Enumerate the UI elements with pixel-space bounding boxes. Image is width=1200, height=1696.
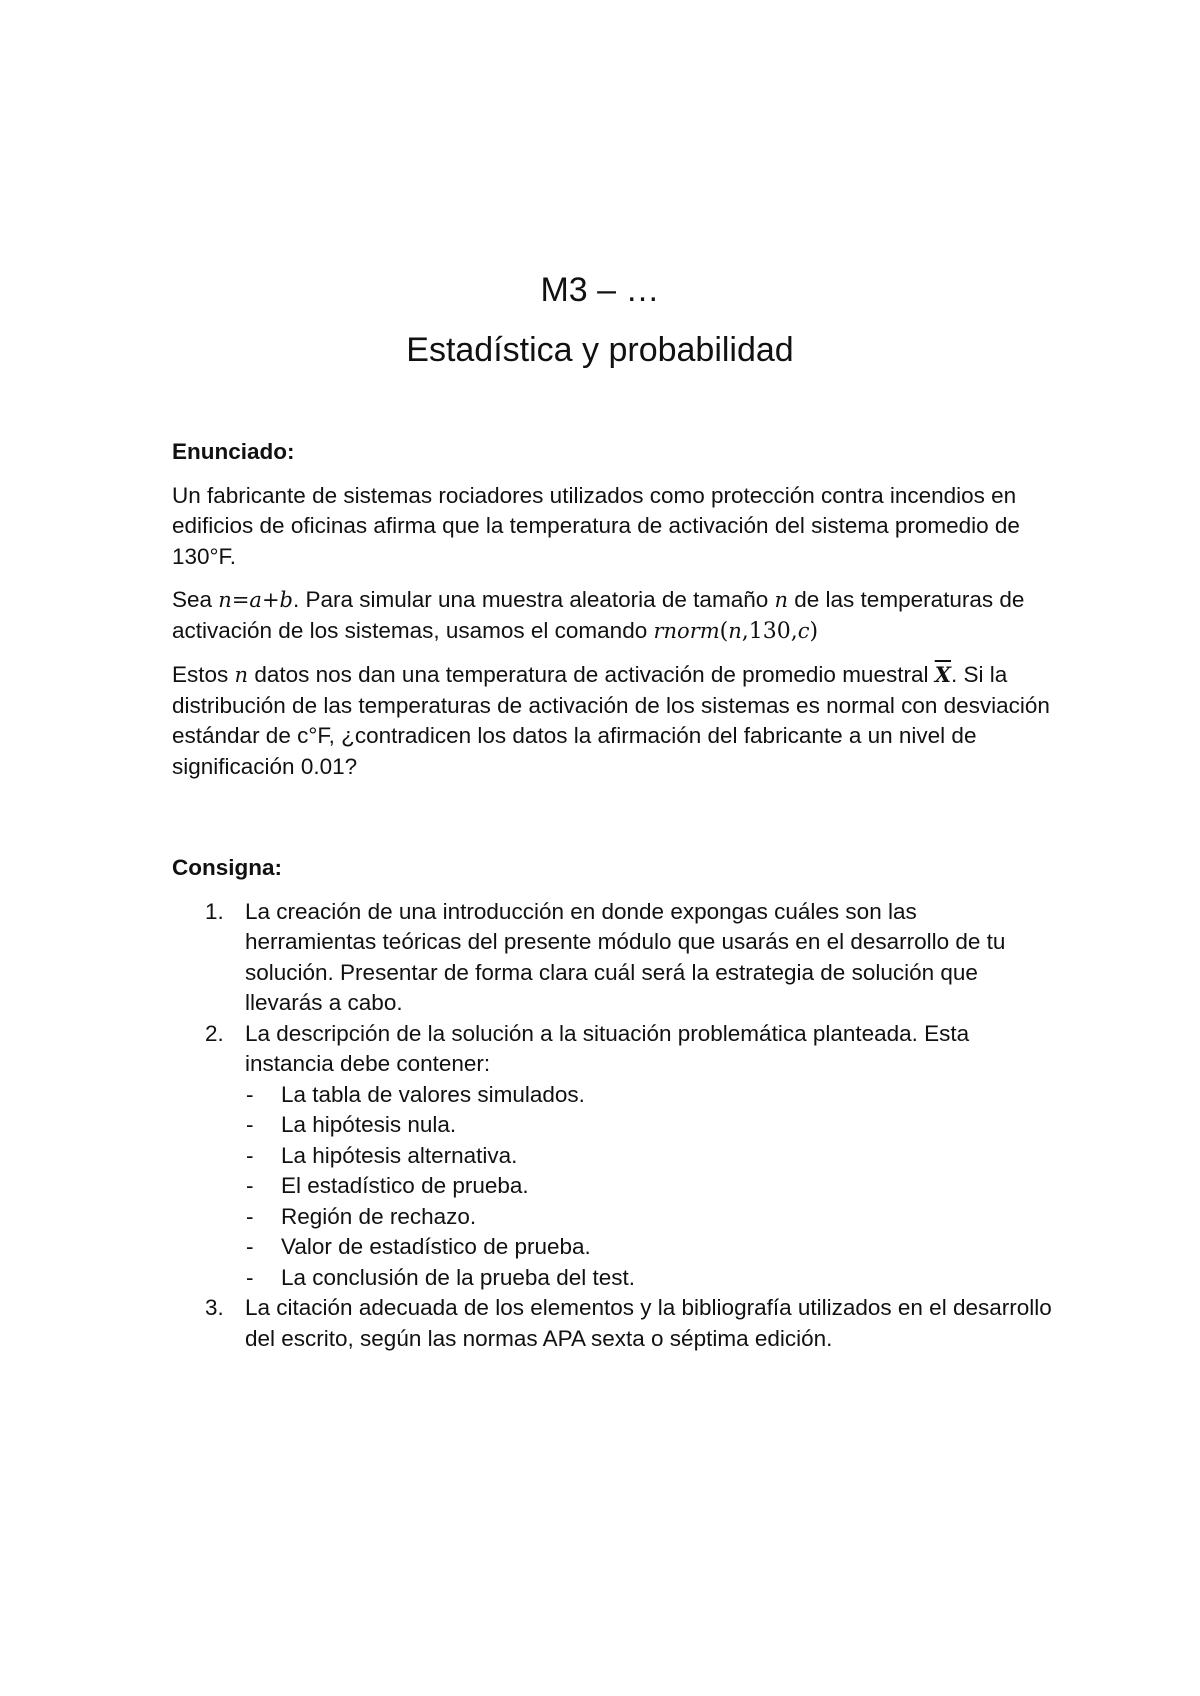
dash-bullet: - (246, 1112, 254, 1137)
doc-body (172, 437, 1052, 1354)
doc-title-module: M3 – … (540, 271, 660, 309)
dash-bullet: - (246, 1203, 254, 1229)
sublist-item (245, 1232, 1052, 1263)
dash-bullet: - (246, 1264, 254, 1290)
sublist-item-text: La hipótesis alternativa. (281, 1142, 518, 1168)
text-run: de las temperaturas de activación de los sistemas, usamos el comando (172, 587, 1025, 643)
sublist-item (245, 1110, 1052, 1141)
consigna-heading: Consigna: (172, 855, 282, 880)
list-item-text: La descripción de la solución a la situación problemática planteada. Esta instancia debe contener: (245, 1020, 970, 1076)
consigna-item-1 (172, 897, 1052, 1019)
dash-bullet: - (246, 1234, 254, 1259)
consigna-item-3 (172, 1293, 1052, 1354)
text-run: . Para simular una muestra aleatoria de tamaño (292, 587, 775, 612)
sublist-item-text: La conclusión de la prueba del test. (281, 1264, 635, 1290)
consigna-item-2 (172, 1019, 1052, 1294)
list-item-text: La creación de una introducción en donde expongas cuáles son las herramientas teóricas del presente módulo que usarás en el desarrollo de tu solución. Presentar de forma clara cuál será la estrategia de solución que llevarás a cabo. (245, 898, 1006, 1015)
math-command-name: rnorm (653, 618, 720, 643)
math-variable: n (234, 663, 249, 687)
math-variable: n (728, 618, 742, 643)
text-run: Estos (172, 662, 235, 687)
sublist-item (245, 1263, 1052, 1294)
math-paren-open: ( (719, 618, 729, 644)
sublist-item-text: La hipótesis nula. (281, 1112, 457, 1137)
enunciado-paragraph-1: Un fabricante de sistemas rociadores utilizados como protección contra incendios en edificios de oficinas afirma que la temperatura de activación del sistema promedio de 130°F. (172, 482, 1020, 569)
text-run: . Si la distribución de las temperaturas de activación de los sistemas es normal con desviación estándar de c°F, ¿contradicen los datos la afirmación del fabricante a un nivel de significación 0.01? (172, 662, 1050, 779)
list-number: 2. (205, 1020, 224, 1046)
enunciado-paragraph-2 (172, 585, 1052, 647)
math-argument: ,130, (741, 618, 798, 644)
math-variable: c (797, 618, 810, 643)
list-item-text: La citación adecuada de los elementos y la bibliografía utilizados en el desarrollo del escrito, según las normas APA sexta o séptima edición. (245, 1295, 1052, 1351)
sublist-item-text: Valor de estadístico de prueba. (281, 1234, 591, 1259)
consigna-list (172, 897, 1052, 1355)
spacer (172, 795, 1052, 853)
sublist-item (245, 1141, 1052, 1172)
math-expression: n=a+b (218, 588, 293, 612)
sublist-item (245, 1202, 1052, 1233)
text-run: Sea (172, 587, 219, 612)
sublist-item (245, 1171, 1052, 1202)
dash-bullet: - (246, 1081, 254, 1107)
list-number: 3. (205, 1295, 224, 1320)
sublist-item (245, 1080, 1052, 1111)
consigna-sublist (245, 1080, 1052, 1294)
sublist-item-text: Región de rechazo. (281, 1203, 477, 1229)
text-run: datos nos dan una temperatura de activación de promedio muestral (248, 662, 935, 687)
list-number: 1. (205, 898, 224, 924)
math-paren-close: ) (809, 618, 819, 644)
enunciado-heading: Enunciado: (172, 439, 295, 464)
dash-bullet: - (246, 1142, 254, 1168)
math-variable: n (774, 588, 789, 612)
sample-mean-symbol: $\overline{X}$ (934, 662, 952, 687)
doc-title-subject: Estadística y probabilidad (406, 331, 794, 369)
sublist-item-text: La tabla de valores simulados. (281, 1081, 585, 1107)
sublist-item-text: El estadístico de prueba. (281, 1173, 529, 1198)
enunciado-paragraph-3 (172, 660, 1052, 782)
dash-bullet: - (246, 1173, 254, 1198)
